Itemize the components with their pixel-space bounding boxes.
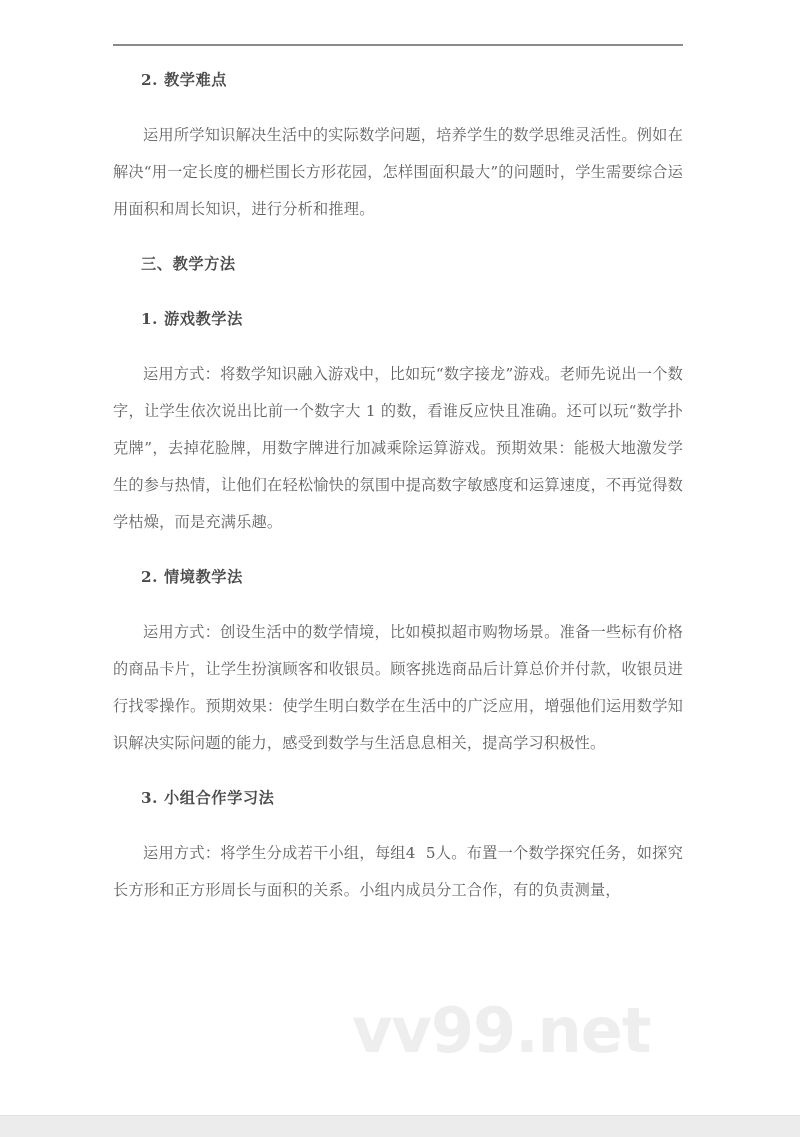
paragraph-group-method: 运用方式：将学生分成若干小组，每组4 5人。布置一个数学探究任务，如探究长方形和正方形周长与面积的关系。小组内成员分工合作，有的负责测量，	[113, 844, 683, 899]
document-body	[113, 62, 683, 909]
heading-situational-method: 2. 情境教学法	[141, 568, 243, 586]
header-rule	[113, 44, 683, 46]
site-watermark: vv99.net	[352, 994, 651, 1067]
heading-group-method: 3. 小组合作学习法	[141, 789, 275, 807]
paragraph-situational-method: 运用方式：创设生活中的数学情境，比如模拟超市购物场景。准备一些标有价格的商品卡片，让学生扮演顾客和收银员。顾客挑选商品后计算总价并付款，收银员进行找零操作。预期效果：使学生明白数学在生活中的广泛应用，增强他们运用数学知识解决实际问题的能力，感受到数学与生活息息相关，提高学习积极性。	[113, 623, 683, 752]
heading-teaching-methods: 三、教学方法	[141, 255, 236, 273]
heading-teaching-difficulty: 2. 教学难点	[141, 71, 228, 89]
paragraph-game-method: 运用方式：将数学知识融入游戏中，比如玩“数字接龙”游戏。老师先说出一个数字，让学生依次说出比前一个数字大 1 的数，看谁反应快且准确。还可以玩“数学扑克牌”，去掉花脸牌，用数字牌进行加减乘除运算游戏。预期效果：能极大地激发学生的参与热情，让他们在轻松愉快的氛围中提高数字敏感度和运算速度，不再觉得数学枯燥，而是充满乐趣。	[113, 365, 683, 531]
paragraph-teaching-difficulty: 运用所学知识解决生活中的实际数学问题，培养学生的数学思维灵活性。例如在解决“用一定长度的栅栏围长方形花园，怎样围面积最大”的问题时，学生需要综合运用面积和周长知识，进行分析和推理。	[113, 126, 683, 218]
page-bottom-edge	[0, 1115, 800, 1137]
heading-game-method: 1. 游戏教学法	[141, 310, 243, 328]
